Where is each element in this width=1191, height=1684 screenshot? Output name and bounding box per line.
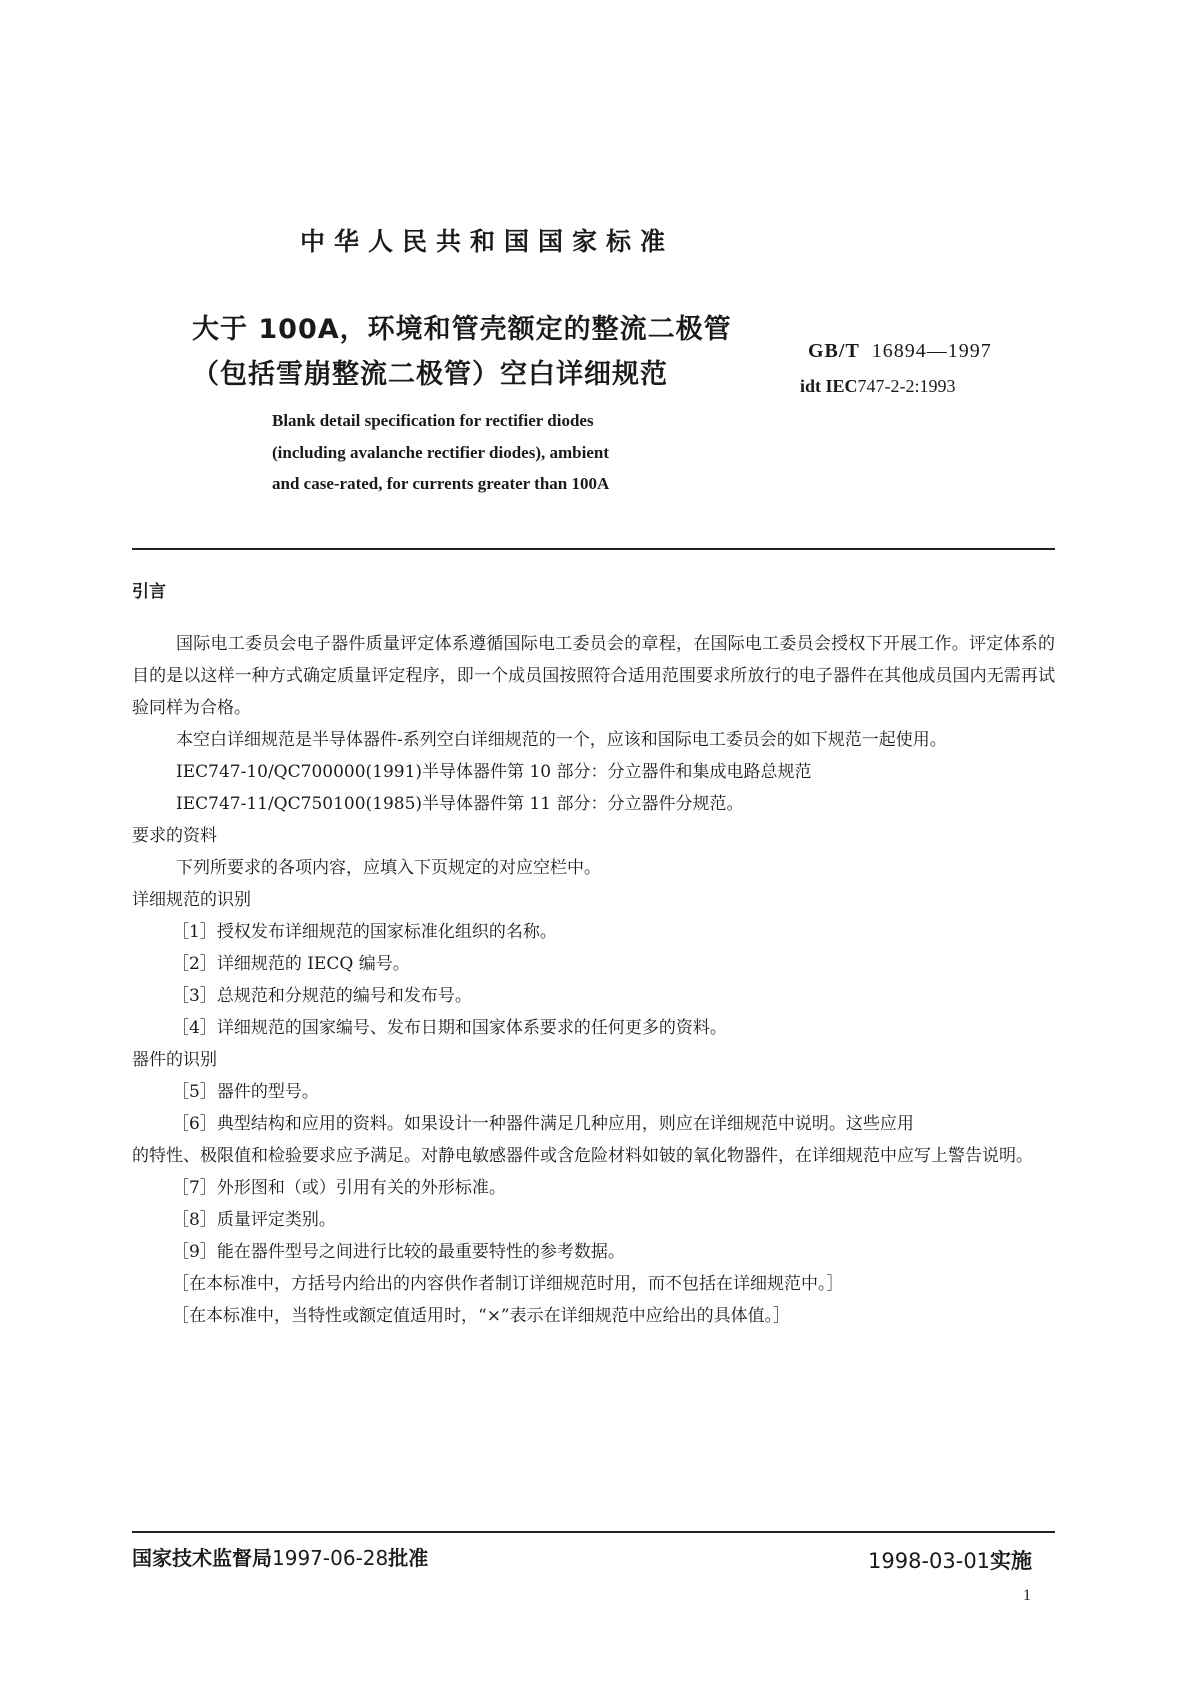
idt-number: 747-2-2:1993 (857, 376, 956, 396)
list-item-8: ［8］质量评定类别。 (172, 1210, 336, 1230)
list-item-9: ［9］能在器件型号之间进行比较的最重要特性的参考数据。 (172, 1242, 625, 1262)
list-item-4: ［4］详细规范的国家编号、发布日期和国家体系要求的任何更多的资料。 (172, 1018, 727, 1038)
list-item-6-continued: 的特性、极限值和检验要求应予满足。对静电敏感器件或含危险材料如铍的氧化物器件，在详细规范中应写上警告说明。 (132, 1146, 1033, 1166)
intro-paragraph-2: 本空白详细规范是半导体器件-系列空白详细规范的一个，应该和国际电工委员会的如下规范一起使用。 (176, 730, 947, 750)
device-identification-heading: 器件的识别 (132, 1050, 217, 1070)
standard-number-value: 16894—1997 (871, 340, 992, 362)
intro-heading: 引言 (132, 582, 166, 602)
approval-suffix: 批准 (388, 1546, 429, 1570)
idt-prefix: idt IEC (800, 376, 858, 396)
bottom-divider (132, 1531, 1055, 1533)
reference-sectional-spec: IEC747-11/QC750100(1985)半导体器件第 11 部分：分立器件分规范。 (176, 794, 744, 814)
note-brackets: ［在本标准中，方括号内给出的内容供作者制订详细规范时用，而不包括在详细规范中。］ (172, 1274, 844, 1294)
approval-org: 国家技术监督局 (132, 1546, 272, 1570)
note-values: ［在本标准中，当特性或额定值适用时，“×”表示在详细规范中应给出的具体值。］ (172, 1306, 791, 1326)
list-item-5: ［5］器件的型号。 (172, 1082, 319, 1102)
required-info-heading: 要求的资料 (132, 826, 217, 846)
effective-date: 1998-03-01 (868, 1549, 991, 1573)
spec-identification-heading: 详细规范的识别 (132, 890, 251, 910)
standard-number (808, 340, 992, 363)
approval-date: 1997-06-28 (272, 1546, 389, 1570)
top-divider (132, 548, 1055, 550)
national-standard-header: 中华人民共和国国家标准 (300, 227, 675, 256)
list-item-7: ［7］外形图和（或）引用有关的外形标准。 (172, 1178, 506, 1198)
approval-line (132, 1542, 428, 1571)
intro-paragraph-1: 国际电工委员会电子器件质量评定体系遵循国际电工委员会的章程，在国际电工委员会授权下开展工作。评定体系的目的是以这样一种方式确定质量评定程序，即一个成员国按照符合适用范围要求所放行的电子器件在其他成员国内无需再试验同样为合格。 (132, 634, 1055, 718)
page-number: 1 (1023, 1587, 1031, 1604)
title-en-line-3: and case-rated, for currents greater than 100A (272, 474, 610, 493)
effective-line (868, 1545, 1032, 1575)
idt-reference (800, 376, 956, 397)
required-info-text: 下列所要求的各项内容，应填入下页规定的对应空栏中。 (176, 858, 601, 878)
list-item-6: ［6］典型结构和应用的资料。如果设计一种器件满足几种应用，则应在详细规范中说明。这些应用 (172, 1114, 914, 1134)
title-en-line-2: (including avalanche rectifier diodes), ambient (272, 443, 610, 462)
title-en-line-1: Blank detail specification for rectifier diodes (272, 411, 594, 430)
effective-suffix: 实施 (990, 1549, 1033, 1573)
title-cn-line-1: 大于 100A，环境和管壳额定的整流二极管 (192, 314, 732, 345)
document-body (132, 576, 1055, 1332)
title-cn-line-2: （包括雪崩整流二极管）空白详细规范 (192, 359, 668, 390)
list-item-3: ［3］总规范和分规范的编号和发布号。 (172, 986, 472, 1006)
list-item-1: ［1］授权发布详细规范的国家标准化组织的名称。 (172, 922, 557, 942)
reference-general-spec: IEC747-10/QC700000(1991)半导体器件第 10 部分：分立器件和集成电路总规范 (176, 762, 812, 782)
list-item-2: ［2］详细规范的 IECQ 编号。 (172, 954, 410, 974)
standard-prefix: GB/T (808, 340, 860, 362)
